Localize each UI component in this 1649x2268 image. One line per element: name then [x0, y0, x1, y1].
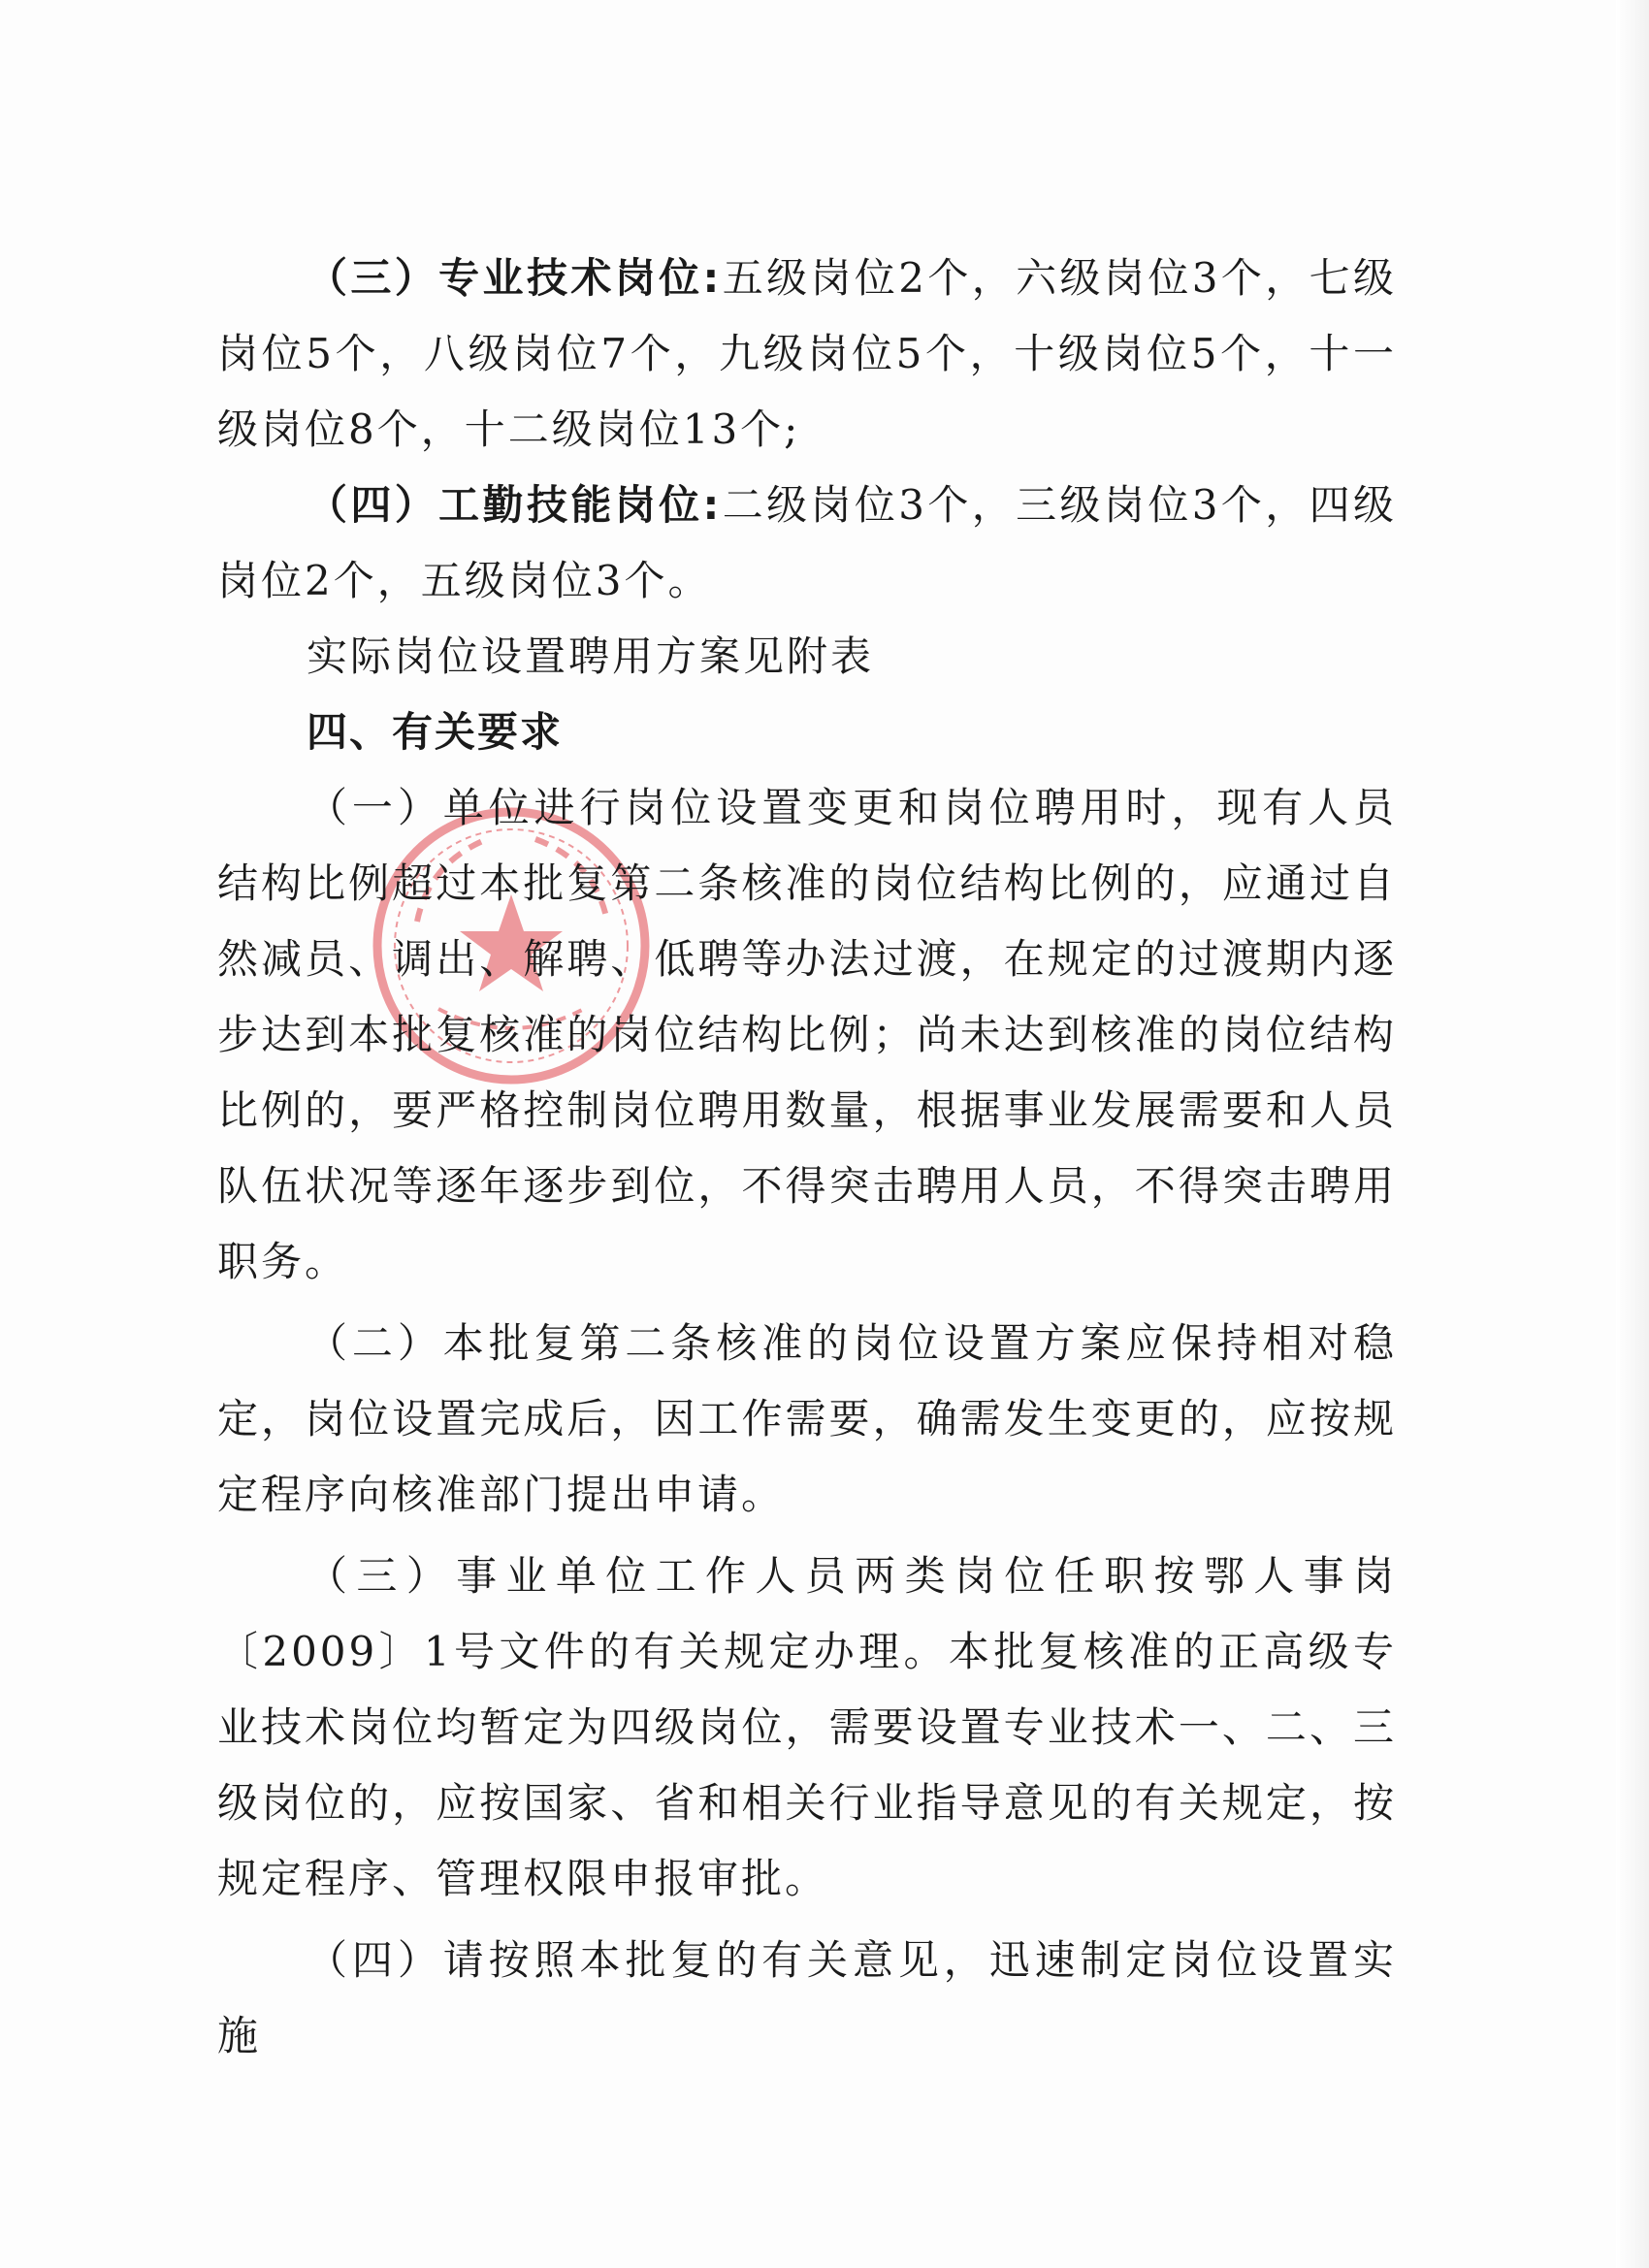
paragraph-label: （三）专业技术岗位:: [307, 254, 723, 302]
page-edge-shadow: [1616, 0, 1649, 2268]
paragraph-text: 二级岗位3个，三级岗位3个，四级岗位2个，五级岗位3个。: [217, 481, 1397, 604]
section-heading-requirements: 四、有关要求: [307, 708, 564, 756]
paragraph-requirement-3: （三）事业单位工作人员两类岗位任职按鄂人事岗〔2009〕1号文件的有关规定办理。本批复核准的正高级专业技术岗位均暂定为四级岗位，需要设置专业技术一、二、三级岗位的，应按国家、省和相关行业指导意见的有关规定，按规定程序、管理权限申报审批。: [217, 1552, 1397, 1902]
paragraph-requirement-4: （四）请按照本批复的有关意见，迅速制定岗位设置实施: [217, 1936, 1397, 2059]
paragraph-requirement-1: （一）单位进行岗位设置变更和岗位聘用时，现有人员结构比例超过本批复第二条核准的岗位结构比例的，应通过自然减员、调出、解聘、低聘等办法过渡，在规定的过渡期内逐步达到本批复核准的岗位结构比例；尚未达到核准的岗位结构比例的，要严格控制岗位聘用数量，根据事业发展需要和人员队伍状况等逐年逐步到位，不得突击聘用人员，不得突击聘用职务。: [217, 784, 1397, 1285]
paragraph-professional-technical-posts: [217, 241, 1397, 468]
paragraph-skilled-worker-posts: [217, 468, 1397, 619]
paragraph-text: 五级岗位2个，六级岗位3个，七级岗位5个，八级岗位7个，九级岗位5个，十级岗位5个，十一级岗位8个，十二级岗位13个;: [217, 254, 1397, 453]
document-body: [217, 241, 1397, 2074]
paragraph-label: （四）工勤技能岗位:: [307, 481, 723, 529]
paragraph-requirement-2: （二）本批复第二条核准的岗位设置方案应保持相对稳定，岗位设置完成后，因工作需要，确需发生变更的，应按规定程序向核准部门提出申请。: [217, 1319, 1397, 1518]
paragraph-attachment-note: 实际岗位设置聘用方案见附表: [307, 632, 875, 680]
